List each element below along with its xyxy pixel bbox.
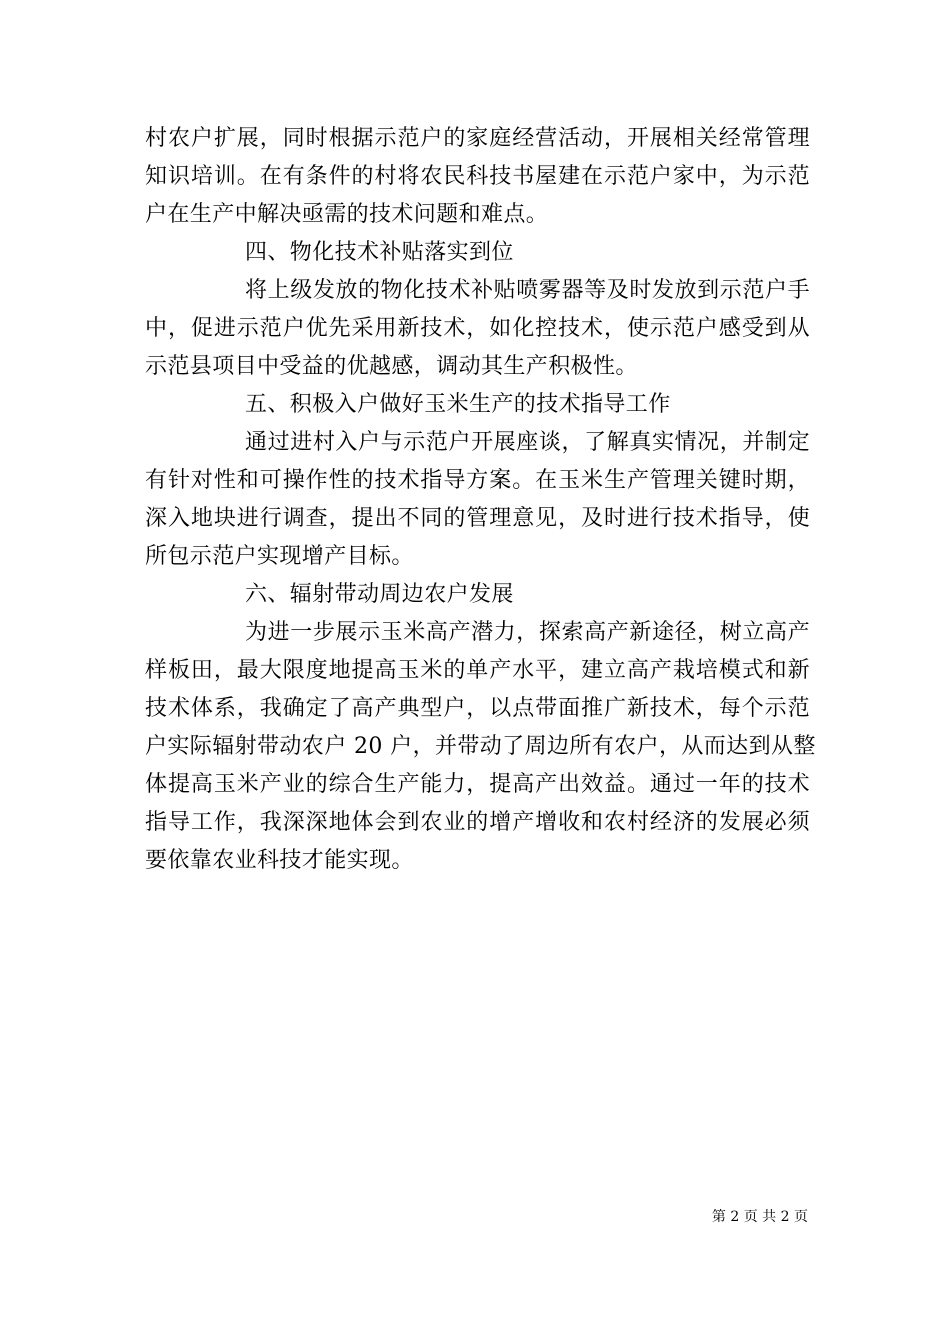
page-footer: 第 2 页 共 2 页 [711,1209,808,1225]
text-line: 村农户扩展，同时根据示范户的家庭经营活动，开展相关经常管理 [145,126,810,151]
text-line: 所包示范户实现增产目标。 [145,544,414,569]
document-body [145,120,816,880]
text-line: 技术体系，我确定了高产典型户，以点带面推广新技术，每个示范 [145,696,810,721]
text-line: 中，促进示范户优先采用新技术，如化控技术，使示范户感受到从 [145,316,810,341]
text-line: 通过进村入户与示范户开展座谈，了解真实情况，并制定 [245,430,810,455]
text-line: 有针对性和可操作性的技术指导方案。在玉米生产管理关键时期， [145,468,810,493]
text-line: 知识培训。在有条件的村将农民科技书屋建在示范户家中，为示范 [145,164,810,189]
text-line: 户在生产中解决亟需的技术问题和难点。 [145,202,549,227]
text-line: 深入地块进行调查，提出不同的管理意见，及时进行技术指导，使 [145,506,810,531]
text-line: 四、物化技术补贴落实到位 [245,240,514,265]
text-line: 五、积极入户做好玉米生产的技术指导工作 [245,392,671,417]
text-line: 户实际辐射带动农户 20 户，并带动了周边所有农户，从而达到从整 [145,734,816,759]
text-line: 示范县项目中受益的优越感，调动其生产积极性。 [145,354,638,379]
text-line: 六、辐射带动周边农户发展 [245,582,514,607]
text-line: 样板田，最大限度地提高玉米的单产水平，建立高产栽培模式和新 [145,658,810,683]
text-line: 将上级发放的物化技术补贴喷雾器等及时发放到示范户手 [245,278,810,303]
text-line: 指导工作，我深深地体会到农业的增产增收和农村经济的发展必须 [145,810,810,835]
text-line: 要依靠农业科技才能实现。 [145,848,414,873]
text-line: 体提高玉米产业的综合生产能力，提高产出效益。通过一年的技术 [145,772,810,797]
text-line: 为进一步展示玉米高产潜力，探索高产新途径，树立高产 [245,620,810,645]
